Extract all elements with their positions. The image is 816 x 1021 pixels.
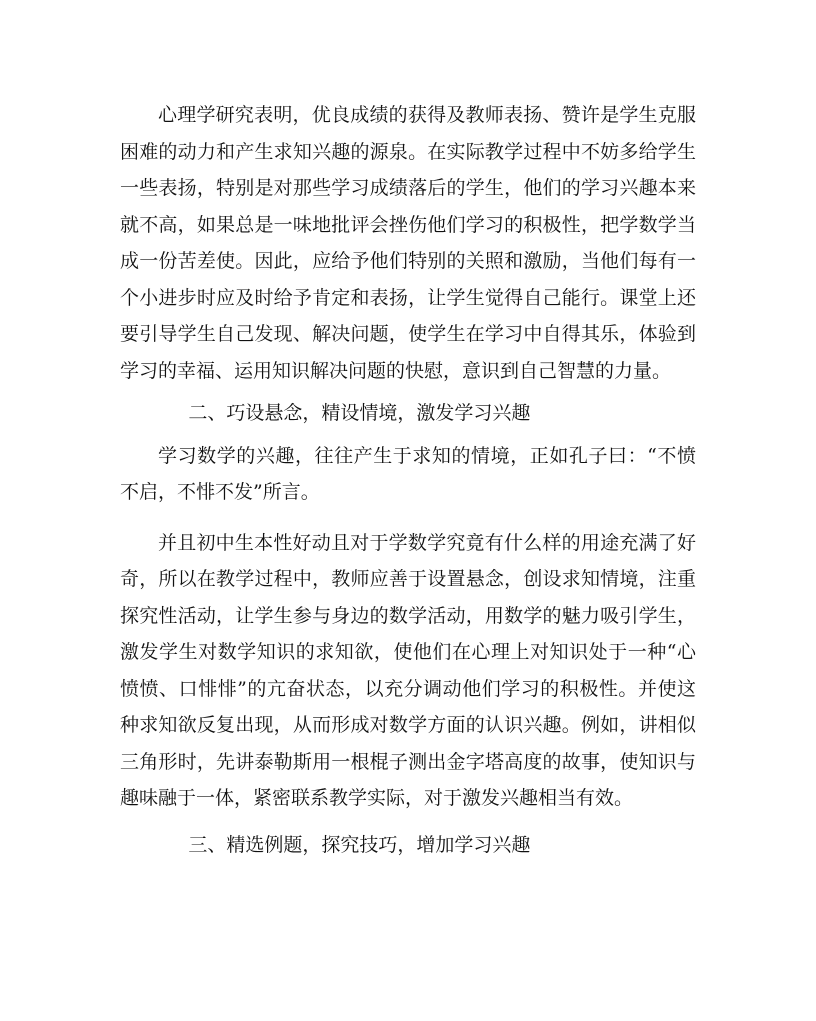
document-body <box>120 97 696 869</box>
section-heading-three: 三、精选例题，探究技巧，增加学习兴趣 <box>188 833 531 856</box>
paragraph-suspense-situations: 并且初中生本性好动且对于学数学究竟有什么样的用途充满了好奇，所以在教学过程中，教师应善于设置悬念，创设求知情境，注重探究性活动，让学生参与身边的数学活动，用数学的魅力吸引学生，激发学生对数学知识的求知欲，使他们在心理上对知识处于一种“心愤愤、口悱悱”的亢奋状态，以充分调动他们学习的积极性。并使这种求知欲反复出现，从而形成对数学方面的认识兴趣。例如，讲相似三角形时，先讲泰勒斯用一根棍子测出金字塔高度的故事，使知识与趣味融于一体，紧密联系教学实际，对于激发兴趣相当有效。 <box>120 531 696 809</box>
section-heading-two: 二、巧设悬念，精设情境，激发学习兴趣 <box>188 402 531 424</box>
paragraph-confucius-quote: 学习数学的兴趣，往往产生于求知的情境，正如孔子曰：“不愤不启，不悱不发”所言。 <box>120 444 696 503</box>
paragraph-praise-motivation: 心理学研究表明，优良成绩的获得及教师表扬、赞许是学生克服困难的动力和产生求知兴趣的源泉。在实际教学过程中不妨多给学生一些表扬，特别是对那些学习成绩落后的学生，他们的学习兴趣本来就不高，如果总是一味地批评会挫伤他们学习的积极性，把学数学当成一份苦差使。因此，应给予他们特别的关照和激励，当他们每有一个小进步时应及时给予肯定和表扬，让学生觉得自己能行。课堂上还要引导学生自己发现、解决问题，使学生在学习中自得其乐，体验到学习的幸福、运用知识解决问题的快慰，意识到自己智慧的力量。 <box>120 104 696 382</box>
